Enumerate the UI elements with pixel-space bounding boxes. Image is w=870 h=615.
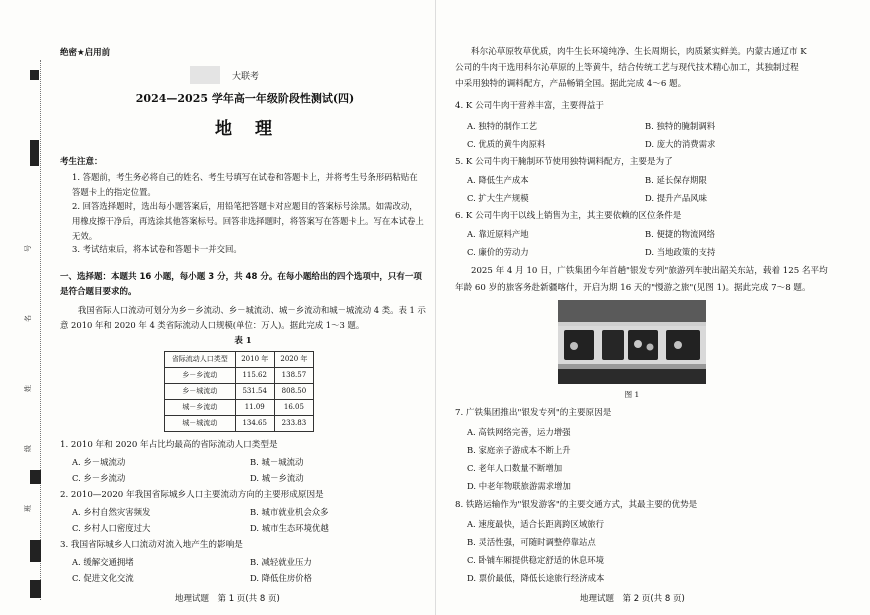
gutter-mark: 级 <box>24 445 32 452</box>
answer-option: B. 灵活性强，可随时调整停靠站点 <box>467 537 596 547</box>
page-footer: 地理试题 第 1 页(共 8 页) <box>175 594 280 604</box>
answer-option: C. 扩大生产规模 <box>467 193 529 203</box>
answer-option: A. 高铁网络完善，运力增强 <box>467 427 571 437</box>
answer-option: A. 独特的制作工艺 <box>467 121 537 131</box>
table-cell: 138.57 <box>274 368 313 384</box>
exam-logo <box>190 66 220 84</box>
passage-line: 年龄 60 岁的旅客务赴新疆喀什，开启为期 16 天的"慢游之旅"(见图 1)。据此完成 7～8 题。 <box>455 283 811 293</box>
table-header-cell: 2010 年 <box>235 352 274 368</box>
question-stem: 5. K 公司牛肉干腌制环节使用独特调料配方，主要是为了 <box>455 157 673 167</box>
note-item: 3. 考试结束后，将本试卷和答题卡一并交回。 <box>72 244 242 254</box>
train-photo <box>558 300 706 384</box>
answer-option: B. 城－城流动 <box>250 457 304 467</box>
binding-block <box>30 540 41 562</box>
answer-option: A. 降低生产成本 <box>467 175 529 185</box>
answer-option: B. 减轻就业压力 <box>250 557 312 567</box>
gutter-mark: 班 <box>24 505 32 512</box>
passage-line: 公司的牛肉干选用科尔沁草原的上等黄牛，结合传统工艺与现代技术精心加工，其独制过程 <box>455 63 799 73</box>
table-cell: 16.05 <box>274 400 313 416</box>
cut-line <box>40 60 41 600</box>
confidential-label: 绝密★启用前 <box>60 48 111 58</box>
binding-margin <box>0 0 48 615</box>
gutter-mark: 姓 <box>24 385 32 392</box>
table-row <box>165 368 314 384</box>
note-item: 1. 答题前，考生务必将自己的姓名、考生号填写在试卷和答题卡上，并将考生号条形码粘贴在答题卡上的指定位置。 <box>72 172 418 197</box>
question-intro: 我国省际人口流动可划分为乡－乡流动、乡－城流动、城－乡流动和城－城流动 4 类。表 1 示意 2010 年和 2020 年 4 类省际流动人口规模(单位：万人)。据此完成 1～3 题。 <box>60 305 426 330</box>
answer-option: A. 乡－城流动 <box>72 457 126 467</box>
table-header-cell: 2020 年 <box>274 352 313 368</box>
answer-option: D. 票价最低，降低长途旅行经济成本 <box>467 573 605 583</box>
table-cell: 乡－乡流动 <box>165 368 236 384</box>
table-cell: 乡－城流动 <box>165 384 236 400</box>
answer-option: D. 城市生态环境优越 <box>250 523 329 533</box>
answer-option: B. 便捷的物流网络 <box>645 229 716 239</box>
answer-option: A. 缓解交通拥堵 <box>72 557 134 567</box>
answer-option: A. 乡村自然灾害频发 <box>72 507 151 517</box>
table-cell: 城－城流动 <box>165 416 236 432</box>
table-row <box>165 384 314 400</box>
exam-brand: 大联考 <box>232 72 260 82</box>
answer-option: A. 靠近原料产地 <box>467 229 529 239</box>
question-stem: 6. K 公司牛肉干以线上销售为主，其主要依赖的区位条件是 <box>455 211 682 221</box>
table-cell: 城－乡流动 <box>165 400 236 416</box>
table-cell: 115.62 <box>235 368 274 384</box>
answer-option: B. 家庭亲子游成本不断上升 <box>467 445 571 455</box>
answer-option: C. 促进文化交流 <box>72 573 134 583</box>
table-cell: 134.65 <box>235 416 274 432</box>
passage-line: 中采用独特的调料配方，产品畅销全国。据此完成 4～6 题。 <box>455 79 687 89</box>
answer-option: C. 乡村人口密度过大 <box>72 523 151 533</box>
table-row <box>165 400 314 416</box>
gutter-mark: 号 <box>24 245 32 252</box>
page-divider <box>435 0 436 615</box>
table-row <box>165 416 314 432</box>
answer-option: C. 老年人口数量不断增加 <box>467 463 563 473</box>
table-cell: 531.54 <box>235 384 274 400</box>
passage-line: 2025 年 4 月 10 日，广铁集团今年首趟"银发专列"旅游列车驶出韶关东站，载着 125 名平均 <box>471 266 828 276</box>
binding-block <box>30 140 39 166</box>
answer-option: D. 城－乡流动 <box>250 473 304 483</box>
answer-option: D. 庞大的消费需求 <box>645 139 716 149</box>
answer-option: C. 卧铺车厢提供稳定舒适的休息环境 <box>467 555 605 565</box>
passage-line: 科尔沁草原牧草优质，肉牛生长环境纯净、生长周期长，肉质紧实鲜美。内蒙古通辽市 K <box>471 47 807 57</box>
answer-option: D. 当地政策的支持 <box>645 247 716 257</box>
table-cell: 233.83 <box>274 416 313 432</box>
question-stem: 1. 2010 年和 2020 年占比均最高的省际流动人口类型是 <box>60 440 278 450</box>
table-header-cell: 省际流动人口类型 <box>165 352 236 368</box>
binding-block <box>30 470 41 484</box>
binding-block <box>30 70 39 80</box>
exam-page-2 <box>435 0 870 615</box>
answer-option: B. 城市就业机会众多 <box>250 507 329 517</box>
exam-title: 2024—2025 学年高一年级阶段性测试(四) <box>135 92 355 105</box>
gutter-mark: 名 <box>24 315 32 322</box>
question-stem: 4. K 公司牛肉干营养丰富，主要得益于 <box>455 101 604 111</box>
answer-option: C. 廉价的劳动力 <box>467 247 529 257</box>
figure-caption: 图 1 <box>624 390 640 399</box>
question-stem: 7. 广铁集团推出"银发专列"的主要原因是 <box>455 408 612 418</box>
table-header-row <box>165 352 314 368</box>
answer-option: C. 乡－乡流动 <box>72 473 126 483</box>
section-heading: 一、选择题：本题共 16 小题，每小题 3 分，共 48 分。在每小题给出的四个选项中，只有一项是符合题目要求的。 <box>60 272 422 297</box>
answer-option: D. 中老年物联旅游需求增加 <box>467 481 571 491</box>
answer-option: B. 延长保存期限 <box>645 175 707 185</box>
question-stem: 3. 我国省际城乡人口流动对流入地产生的影响是 <box>60 540 243 550</box>
notes-heading: 考生注意： <box>60 157 103 167</box>
table-cell: 11.09 <box>235 400 274 416</box>
answer-option: B. 独特的腌制调料 <box>645 121 716 131</box>
page-footer: 地理试题 第 2 页(共 8 页) <box>580 594 685 604</box>
question-stem: 8. 铁路运输作为"银发游客"的主要交通方式，其最主要的优势是 <box>455 500 698 510</box>
table-caption: 表 1 <box>234 336 252 346</box>
table-cell: 808.50 <box>274 384 313 400</box>
answer-option: D. 提升产品风味 <box>645 193 707 203</box>
binding-block <box>30 580 41 598</box>
subject-title: 地 理 <box>215 119 275 139</box>
migration-table <box>164 351 314 432</box>
note-item: 2. 回答选择题时，选出每小题答案后，用铅笔把答题卡对应题目的答案标号涂黑。如需改动，用橡皮擦干净后，再选涂其他答案标号。回答非选择题时，将答案写在答题卡上。写在本试卷上无效。 <box>72 201 424 241</box>
question-stem: 2. 2010—2020 年我国省际城乡人口主要流动方向的主要形成原因是 <box>60 490 324 500</box>
answer-option: C. 优质的黄牛肉原料 <box>467 139 546 149</box>
answer-option: A. 速度最快，适合长距离跨区域旅行 <box>467 519 604 529</box>
answer-option: D. 降低住房价格 <box>250 573 312 583</box>
